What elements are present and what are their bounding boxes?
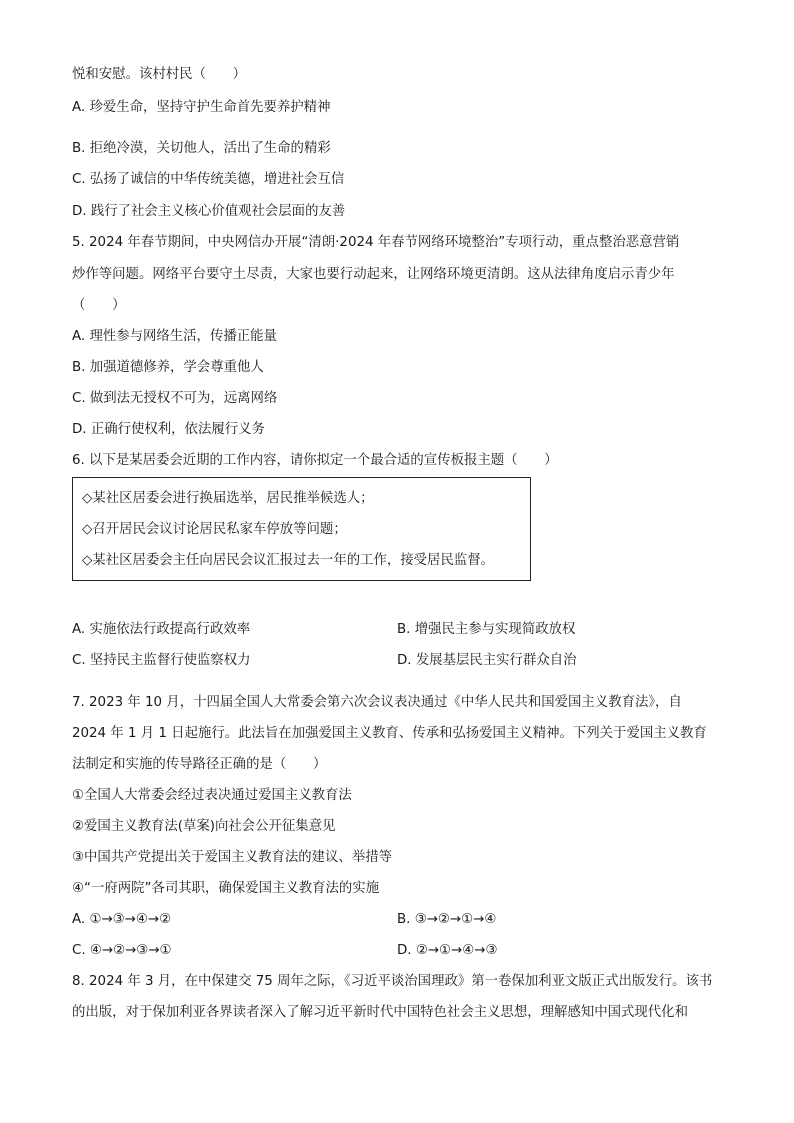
q7-statement-3: ③中国共产党提出关于爱国主义教育法的建议、举措等 xyxy=(72,850,392,865)
q5-option-c: C. 做到法无授权不可为，远离网络 xyxy=(72,391,278,406)
q7-statement-1: ①全国人大常委会经过表决通过爱国主义教育法 xyxy=(72,788,352,803)
q6-box-item: ◇召开居民会议讨论居民私家车停放等问题； xyxy=(82,522,347,537)
q7-option-d: D. ②→①→④→③ xyxy=(397,943,498,958)
q6-option-b: B. 增强民主参与实现简政放权 xyxy=(397,622,576,637)
q6-option-a: A. 实施依法行政提高行政效率 xyxy=(72,622,251,637)
q7-stem-line-3: 法制定和实施的传导路径正确的是（ ） xyxy=(72,757,327,772)
q7-option-c: C. ④→②→③→① xyxy=(72,943,172,958)
q4-option-d: D. 践行了社会主义核心价值观社会层面的友善 xyxy=(72,204,346,219)
continued-text: 悦和安慰。该村村民（ ） xyxy=(72,67,247,82)
q5-option-a: A. 理性参与网络生活，传播正能量 xyxy=(72,329,277,344)
q7-stem-line-1: 7. 2023 年 10 月，十四届全国人大常委会第六次会议表决通过《中华人民共和国爱国主义教育法》，自 xyxy=(72,695,682,710)
q5-stem-line-2: 炒作等问题。网络平台要守土尽责，大家也要行动起来，让网络环境更清朗。这从法律角度启示青少年 xyxy=(72,267,675,282)
q5-stem-line-3: （ ） xyxy=(72,298,126,313)
q6-stem: 6. 以下是某居委会近期的工作内容，请你拟定一个最合适的宣传板报主题（ ） xyxy=(72,453,558,468)
q7-option-b: B. ③→②→①→④ xyxy=(397,912,497,927)
q7-statement-2: ②爱国主义教育法(草案)向社会公开征集意见 xyxy=(72,819,336,834)
q4-option-a: A. 珍爱生命，坚持守护生命首先要养护精神 xyxy=(72,100,331,115)
q8-stem-line-1: 8. 2024 年 3 月，在中保建交 75 周年之际，《习近平谈治国理政》第一卷保加利亚文版正式出版发行。该书 xyxy=(72,974,713,989)
q5-option-b: B. 加强道德修养，学会尊重他人 xyxy=(72,360,264,375)
q6-info-box xyxy=(72,477,531,581)
q6-option-c: C. 坚持民主监督行使监察权力 xyxy=(72,653,251,668)
q5-stem-line-1: 5. 2024 年春节期间，中央网信办开展“清朗·2024 年春节网络环境整治”专项行动，重点整治恶意营销 xyxy=(72,235,680,250)
q5-option-d: D. 正确行使权利，依法履行义务 xyxy=(72,422,265,437)
q4-option-b: B. 拒绝冷漠，关切他人，活出了生命的精彩 xyxy=(72,141,331,156)
q4-option-c: C. 弘扬了诚信的中华传统美德，增进社会互信 xyxy=(72,172,345,187)
q8-stem-line-2: 的出版，对于保加利亚各界读者深入了解习近平新时代中国特色社会主义思想，理解感知中国式现代化和 xyxy=(72,1005,688,1020)
q6-box-item: ◇某社区居委会进行换届选举，居民推举候选人； xyxy=(82,491,374,506)
q7-option-a: A. ①→③→④→② xyxy=(72,912,172,927)
q7-stem-line-2: 2024 年 1 月 1 日起施行。此法旨在加强爱国主义教育、传承和弘扬爱国主义精神。下列关于爱国主义教育 xyxy=(72,726,707,741)
q7-statement-4: ④“一府两院”各司其职，确保爱国主义教育法的实施 xyxy=(72,881,380,896)
q6-option-d: D. 发展基层民主实行群众自治 xyxy=(397,653,577,668)
q6-box-item: ◇某社区居委会主任向居民会议汇报过去一年的工作，接受居民监督。 xyxy=(82,553,495,568)
